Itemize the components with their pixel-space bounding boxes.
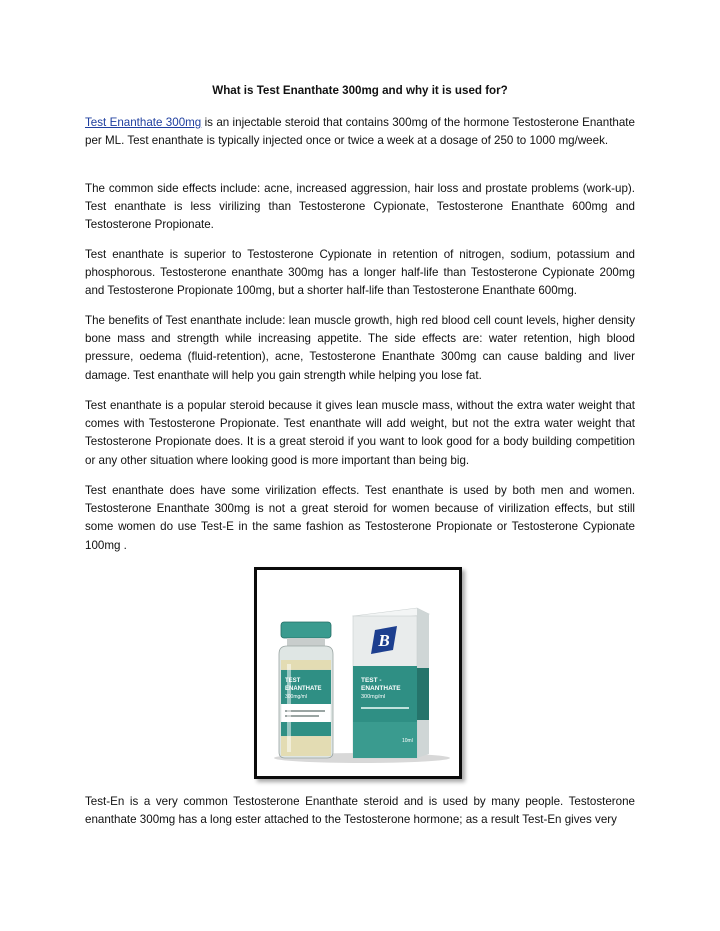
test-enanthate-link[interactable]: Test Enanthate 300mg bbox=[85, 116, 202, 129]
paragraph-intro bbox=[85, 114, 635, 150]
paragraph-side-effects: The common side effects include: acne, increased aggression, hair loss and prostate problems (work-up). Test enanthate is less virilizing than Testosterone Cypionate, Testosterone Enanthate 600mg and Testosterone Propionate. bbox=[85, 182, 635, 232]
vial-label-line3: 300mg/ml bbox=[285, 694, 307, 700]
paragraph-benefits: The benefits of Test enanthate include: lean muscle growth, high red blood cell count levels, higher density bone mass and strength while increasing appetite. The side effects are: water retention, high blood pressure, oedema (fluid-retention), acne, Testosterone Enanthate 300mg can cause balding and liver damage. Test enanthate will help you gain strength while helping you lose fat. bbox=[85, 314, 635, 382]
paragraph-popularity: Test enanthate is a popular steroid because it gives lean muscle mass, without the extra water weight that comes with Testosterone Propionate. Test enanthate will add weight, but not the extra water weight that Testosterone Propionate does. It is a great steroid if you want to look good for a body building competition or any other situation where looking good is more important than being big. bbox=[85, 399, 635, 467]
paragraph-comparison: Test enanthate is superior to Testosterone Cypionate in retention of nitrogen, sodium, potassium and phosphorous. Testosterone enanthate 300mg has a longer half-life than Testosterone Cypionate 200mg and Testosterone Propionate 100mg, but a shorter half-life than Testosterone Enanthate 600mg. bbox=[85, 248, 635, 298]
vial-label-line2: ENANTHATE bbox=[285, 686, 322, 692]
product-photo bbox=[254, 567, 462, 779]
paragraph-intro-text: is an injectable steroid that contains 300mg of the hormone Testosterone Enanthate per ML. Test enanthate is typically injected once or twice a week at a dosage of 250 to 1000 mg/week. bbox=[85, 116, 635, 148]
box-label-line3: 300mg/ml bbox=[361, 694, 386, 700]
paragraph-virilization: Test enanthate does have some virilization effects. Test enanthate is used by both men and women. Testosterone Enanthate 300mg is not a great steroid for women because of virilization effects, but still some women do use Test-E in the same fashion as Testosterone Propionate or Testosterone Cypionate 100mg . bbox=[85, 484, 635, 552]
vial-label-line1: TEST bbox=[285, 678, 301, 684]
box-label-line1: TEST - bbox=[361, 677, 382, 684]
box-label-line2: ENANTHATE bbox=[361, 685, 401, 692]
box-volume: 10ml bbox=[402, 738, 413, 744]
paragraph-test-en: Test-En is a very common Testosterone Enanthate steroid and is used by many people. Testosterone enanthate 300mg has a long ester attached to the Testosterone hormone; as a result Test-En gives very bbox=[85, 795, 635, 827]
product-illustration bbox=[257, 570, 459, 776]
document-title: What is Test Enanthate 300mg and why it is used for? bbox=[212, 84, 508, 97]
logo-letter: B bbox=[378, 631, 390, 650]
